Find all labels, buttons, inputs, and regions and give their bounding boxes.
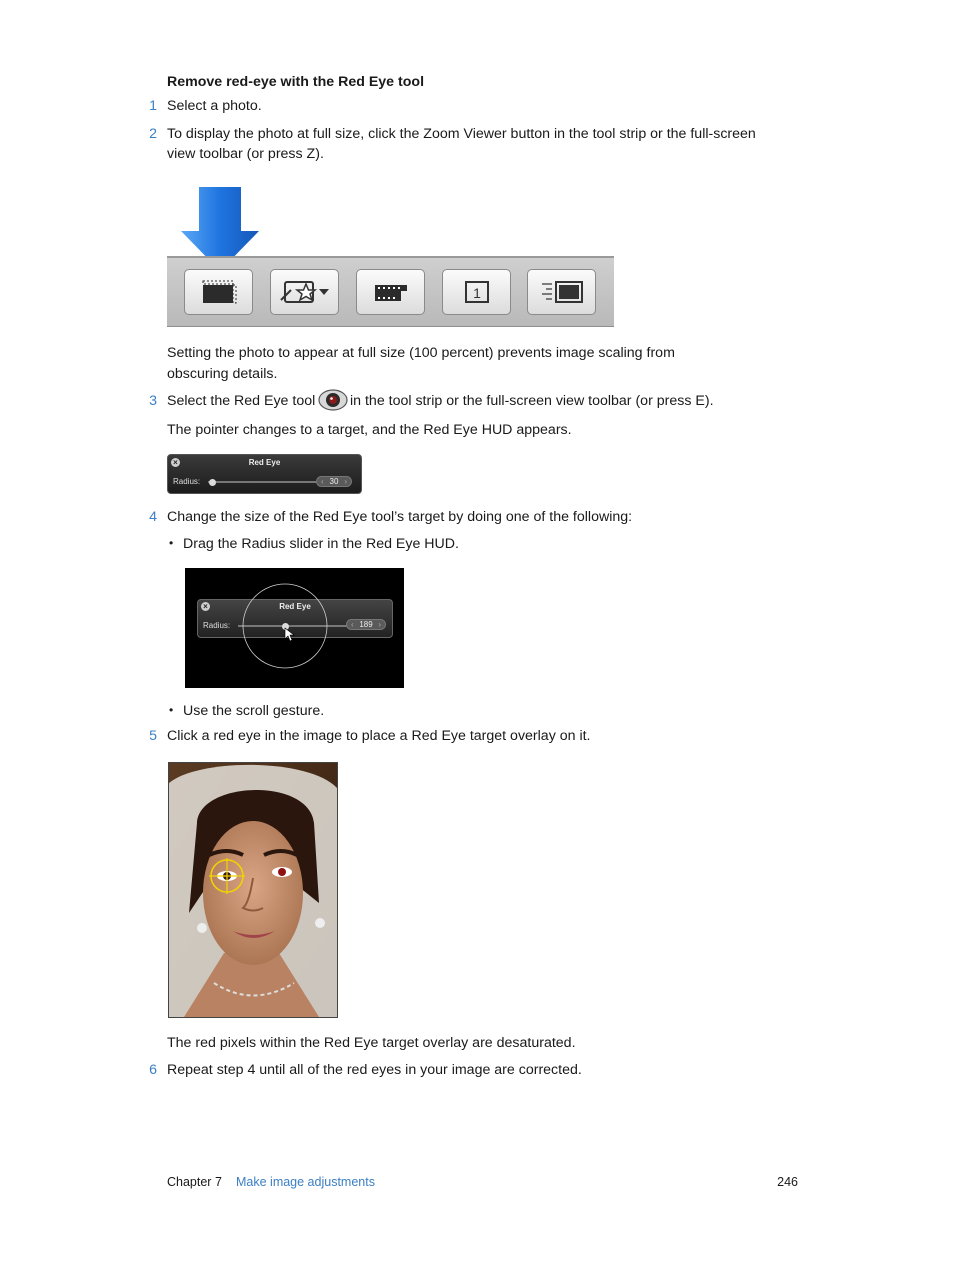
radius-slider-knob[interactable]: [209, 479, 216, 486]
step-text-line: To display the photo at full size, click the Zoom Viewer button in the tool strip or the full-screen: [167, 126, 756, 142]
radius-value-field[interactable]: ‹ 189 ›: [346, 619, 386, 630]
radius-slider-track[interactable]: [208, 481, 316, 483]
zoom-viewer-icon: [201, 279, 237, 305]
step-text: in the tool strip or the full-screen view toolbar (or press E).: [350, 393, 714, 409]
step-text: Select the Red Eye tool: [167, 393, 316, 409]
hud-title: Red Eye: [279, 602, 311, 611]
single-view-button[interactable]: [442, 269, 511, 315]
zoom-viewer-button[interactable]: [184, 269, 253, 315]
paragraph-line: obscuring details.: [167, 366, 278, 382]
tool-strip: [167, 256, 614, 327]
hud-title: Red Eye: [248, 458, 281, 467]
step-number: 6: [149, 1062, 157, 1078]
step-number: 4: [149, 509, 157, 525]
footer-chapter-title-link[interactable]: Make image adjustments: [236, 1175, 375, 1189]
star-tools-icon: [279, 278, 331, 306]
paragraph: The pointer changes to a target, and the Red Eye HUD appears.: [167, 422, 572, 438]
number-one-icon: [459, 279, 495, 305]
fullscreen-button[interactable]: [527, 269, 596, 315]
radius-value-field[interactable]: ‹ 30 ›: [316, 476, 352, 487]
paragraph-line: Setting the photo to appear at full size (100 percent) prevents image scaling from: [167, 345, 675, 361]
step-number: 1: [149, 98, 157, 114]
radius-label: Radius:: [173, 477, 201, 486]
target-circle-icon: [185, 568, 404, 688]
step-text: Repeat step 4 until all of the red eyes in your image are corrected.: [167, 1062, 582, 1078]
red-eye-hud: [167, 454, 362, 494]
filmstrip-icon: [373, 279, 409, 305]
page-number: 246: [777, 1175, 798, 1189]
red-eye-tool-icon: [318, 389, 348, 411]
close-icon[interactable]: ×: [201, 602, 210, 611]
section-title: Remove red-eye with the Red Eye tool: [167, 74, 425, 90]
close-icon[interactable]: ×: [171, 458, 180, 467]
step-number: 3: [149, 393, 157, 409]
fullscreen-icon: [540, 279, 584, 305]
red-eye-hud-screenshot: [185, 568, 404, 688]
footer-chapter: Chapter 7: [167, 1175, 222, 1189]
bullet-marker: •: [169, 703, 174, 717]
bride-photo: [168, 762, 338, 1018]
bullet-marker: •: [169, 536, 174, 550]
step-number: 2: [149, 126, 157, 142]
step-text-line: view toolbar (or press Z).: [167, 146, 324, 162]
single-view-label: 1: [472, 285, 481, 301]
bullet-text: Use the scroll gesture.: [183, 703, 325, 719]
radius-value: 189: [359, 620, 373, 629]
radius-label: Radius:: [203, 621, 231, 630]
paragraph: The red pixels within the Red Eye target overlay are desaturated.: [167, 1035, 576, 1051]
step-number: 5: [149, 728, 157, 744]
step-text: Select a photo.: [167, 98, 262, 114]
step-text: Change the size of the Red Eye tool’s target by doing one of the following:: [167, 509, 633, 525]
radius-value: 30: [329, 477, 339, 486]
bullet-text: Drag the Radius slider in the Red Eye HUD.: [183, 536, 459, 552]
filmstrip-button[interactable]: [356, 269, 425, 315]
photo-effects-button[interactable]: [270, 269, 339, 315]
step-text: Click a red eye in the image to place a Red Eye target overlay on it.: [167, 728, 591, 744]
